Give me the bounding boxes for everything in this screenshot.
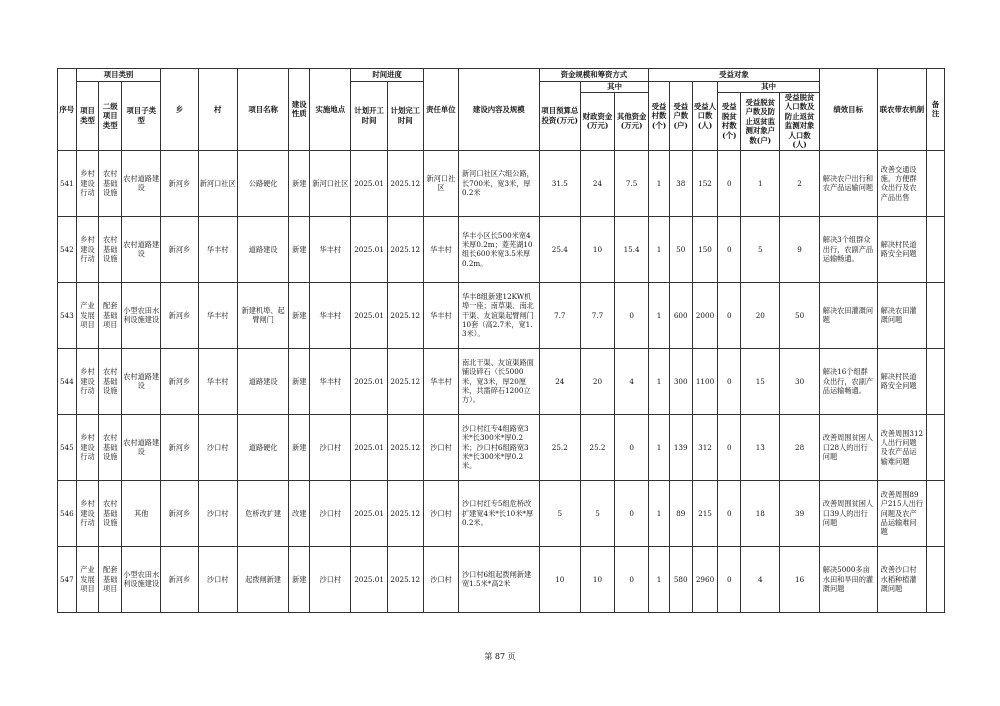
- cell-township: 新河乡: [161, 348, 198, 414]
- cell-content: 新河口社区六组公路，长700米，宽3米，厚0.2米: [458, 150, 539, 216]
- cell-poor-households: 13: [741, 414, 780, 480]
- cell-remark: [927, 348, 945, 414]
- cell-other: 4: [615, 348, 649, 414]
- cell-project-name: 危桥改扩建: [237, 480, 289, 546]
- cell-end: 2025.12: [387, 150, 423, 216]
- table-row: [58, 348, 945, 414]
- project-table: [57, 68, 945, 613]
- cell-poor-villages: 0: [718, 282, 741, 348]
- cell-nature: 新建: [289, 414, 310, 480]
- cell-performance: 解决农田灌溉问题: [819, 282, 877, 348]
- cell-performance: 解决16个组群众出行，农副产品运输畅通。: [819, 348, 877, 414]
- cell-unit: 华丰村: [423, 282, 458, 348]
- cell-performance: 解决3个组群众出行，农副产品运输畅通。: [819, 216, 877, 282]
- cell-type: 乡村建设行动: [76, 480, 99, 546]
- cell-linkage: 解决村民道路安全问题: [877, 216, 927, 282]
- header-village: 村: [198, 69, 237, 151]
- header-cat-level2: 二级项目类型: [99, 82, 122, 151]
- cell-poor-population: 2: [780, 150, 819, 216]
- cell-level2: 配套基础项目: [99, 282, 122, 348]
- cell-nature: 新建: [289, 546, 310, 612]
- cell-poor-households: 4: [741, 546, 780, 612]
- cell-village: 新河口社区: [198, 150, 237, 216]
- cell-subtype: 农村道路建设: [122, 150, 161, 216]
- table-body: [58, 150, 945, 612]
- cell-ben-households: 50: [669, 216, 692, 282]
- cell-village: 沙口村: [198, 414, 237, 480]
- cell-township: 新河乡: [161, 414, 198, 480]
- cell-village: 华丰村: [198, 216, 237, 282]
- header-ben-poor-villages: 受益脱贫村数(个): [718, 93, 741, 151]
- header-other: 其他资金(万元): [615, 93, 649, 151]
- cell-end: 2025.12: [387, 480, 423, 546]
- cell-village: 沙口村: [198, 546, 237, 612]
- cell-end: 2025.12: [387, 546, 423, 612]
- cell-end: 2025.12: [387, 216, 423, 282]
- cell-content: 沙口村红专5组危桥改扩建宽4米*长10米*厚0.2米。: [458, 480, 539, 546]
- cell-level2: 农村基础设施: [99, 348, 122, 414]
- cell-unit: 沙口村: [423, 546, 458, 612]
- cell-subtype: 农村道路建设: [122, 414, 161, 480]
- cell-other: 0: [615, 480, 649, 546]
- cell-ben-villages: 1: [649, 546, 670, 612]
- cell-type: 产业发展项目: [76, 282, 99, 348]
- cell-budget: 7.7: [539, 282, 580, 348]
- cell-seq: 545: [58, 414, 77, 480]
- cell-ben-households: 139: [669, 414, 692, 480]
- cell-village: 华丰村: [198, 282, 237, 348]
- cell-end: 2025.12: [387, 348, 423, 414]
- cell-location: 沙口村: [310, 414, 351, 480]
- cell-fiscal: 10: [580, 546, 614, 612]
- cell-project-name: 道路建设: [237, 216, 289, 282]
- cell-poor-households: 1: [741, 150, 780, 216]
- cell-location: 沙口村: [310, 480, 351, 546]
- cell-poor-population: 39: [780, 480, 819, 546]
- cell-project-name: 新建机埠、起臂闸门: [237, 282, 289, 348]
- header-seq: 序号: [58, 69, 77, 151]
- cell-start: 2025.01: [351, 216, 387, 282]
- cell-end: 2025.12: [387, 282, 423, 348]
- cell-content: 华丰小区长500米宽4米厚0.2m；菱芜湖10组长600米宽3.5米厚0.2m。: [458, 216, 539, 282]
- cell-ben-population: 215: [692, 480, 718, 546]
- cell-poor-population: 16: [780, 546, 819, 612]
- table-row: [58, 480, 945, 546]
- cell-start: 2025.01: [351, 348, 387, 414]
- cell-project-name: 道路建设: [237, 348, 289, 414]
- cell-location: 沙口村: [310, 546, 351, 612]
- cell-location: 新河口社区: [310, 150, 351, 216]
- cell-subtype: 农村道路建设: [122, 348, 161, 414]
- cell-poor-households: 20: [741, 282, 780, 348]
- cell-performance: 解决农户出行和农产品运输问题: [819, 150, 877, 216]
- header-cat-sub: 项目子类型: [122, 82, 161, 151]
- cell-poor-villages: 0: [718, 480, 741, 546]
- header-category-group: 项目类别: [76, 69, 161, 82]
- cell-level2: 农村基础设施: [99, 216, 122, 282]
- header-ben-villages: 受益村数(个): [649, 82, 670, 151]
- cell-performance: 改善周围贫困人口39人的出行问题: [819, 480, 877, 546]
- cell-project-name: 公路硬化: [237, 150, 289, 216]
- cell-other: 0: [615, 546, 649, 612]
- table-row: [58, 546, 945, 612]
- cell-linkage: 改善交通设施，方便群众出行及农产品出售: [877, 150, 927, 216]
- cell-remark: [927, 150, 945, 216]
- cell-ben-villages: 1: [649, 216, 670, 282]
- header-schedule-group: 时间进度: [351, 69, 423, 82]
- cell-fiscal: 24: [580, 150, 614, 216]
- header-linkage: 联农带农机制: [877, 69, 927, 151]
- header-content: 建设内容及规模: [458, 69, 539, 151]
- cell-unit: 沙口村: [423, 480, 458, 546]
- cell-type: 乡村建设行动: [76, 150, 99, 216]
- cell-remark: [927, 216, 945, 282]
- cell-remark: [927, 282, 945, 348]
- header-ben-population: 受益人口数(人): [692, 82, 718, 151]
- cell-poor-population: 50: [780, 282, 819, 348]
- cell-township: 新河乡: [161, 282, 198, 348]
- cell-type: 乡村建设行动: [76, 348, 99, 414]
- cell-subtype: 农村道路建设: [122, 216, 161, 282]
- cell-nature: 新建: [289, 348, 310, 414]
- cell-ben-villages: 1: [649, 414, 670, 480]
- header-performance: 绩效目标: [819, 69, 877, 151]
- header-remark: 备注: [927, 69, 945, 151]
- table-row: [58, 414, 945, 480]
- cell-ben-population: 152: [692, 150, 718, 216]
- header-cat-type: 项目类型: [76, 82, 99, 151]
- cell-type: 乡村建设行动: [76, 216, 99, 282]
- header-of-which: 其中: [580, 82, 648, 93]
- cell-subtype: 小型农田水利设施建设: [122, 546, 161, 612]
- cell-poor-villages: 0: [718, 216, 741, 282]
- cell-ben-households: 300: [669, 348, 692, 414]
- cell-project-name: 道路硬化: [237, 414, 289, 480]
- header-beneficiary-group: 受益对象: [649, 69, 820, 82]
- header-end: 计划完工时间: [387, 82, 423, 151]
- cell-ben-households: 38: [669, 150, 692, 216]
- cell-township: 新河乡: [161, 150, 198, 216]
- page-number: 第 87 页: [484, 652, 516, 661]
- cell-performance: 解决5000多亩水田和旱田的灌溉问题: [819, 546, 877, 612]
- cell-content: 南北干渠、友谊渠路面铺设碎石（长5000米，宽3米，厚20厘米，共需碎石1200立方）。: [458, 348, 539, 414]
- cell-location: 华丰村: [310, 348, 351, 414]
- header-project-name: 项目名称: [237, 69, 289, 151]
- cell-poor-population: 30: [780, 348, 819, 414]
- cell-budget: 31.5: [539, 150, 580, 216]
- cell-poor-villages: 0: [718, 150, 741, 216]
- cell-start: 2025.01: [351, 150, 387, 216]
- cell-village: 华丰村: [198, 348, 237, 414]
- cell-ben-villages: 1: [649, 348, 670, 414]
- cell-project-name: 起拨闸新建: [237, 546, 289, 612]
- cell-remark: [927, 546, 945, 612]
- cell-poor-villages: 0: [718, 546, 741, 612]
- cell-nature: 新建: [289, 282, 310, 348]
- cell-unit: 新河口社区: [423, 150, 458, 216]
- cell-linkage: 改善周围89户215人出行问题及农产品运输难问题: [877, 480, 927, 546]
- cell-nature: 新建: [289, 216, 310, 282]
- table-row: [58, 216, 945, 282]
- cell-fiscal: 25.2: [580, 414, 614, 480]
- header-start: 计划开工时间: [351, 82, 387, 151]
- cell-seq: 543: [58, 282, 77, 348]
- cell-village: 沙口村: [198, 480, 237, 546]
- cell-ben-households: 89: [669, 480, 692, 546]
- cell-poor-population: 28: [780, 414, 819, 480]
- cell-poor-households: 18: [741, 480, 780, 546]
- cell-unit: 华丰村: [423, 348, 458, 414]
- cell-ben-households: 580: [669, 546, 692, 612]
- cell-ben-population: 150: [692, 216, 718, 282]
- cell-township: 新河乡: [161, 480, 198, 546]
- cell-content: 华丰8组新建12KW机埠一座；南草渠、南北干渠、友谊渠起臂闸门10套（高2.7米，宽1.3米）。: [458, 282, 539, 348]
- header-ben-poor-population: 受益脱贫人口数及防止返贫监测对象人口数(人): [780, 93, 819, 151]
- cell-fiscal: 10: [580, 216, 614, 282]
- cell-start: 2025.01: [351, 546, 387, 612]
- header-ben-poor-households: 受益脱贫户数及防止返贫监测对象户数(户): [741, 93, 780, 151]
- cell-level2: 配套基础项目: [99, 546, 122, 612]
- cell-level2: 农村基础设施: [99, 150, 122, 216]
- cell-unit: 沙口村: [423, 414, 458, 480]
- cell-ben-villages: 1: [649, 480, 670, 546]
- cell-other: 7.5: [615, 150, 649, 216]
- cell-subtype: 小型农田水利设施建设: [122, 282, 161, 348]
- cell-other: 15.4: [615, 216, 649, 282]
- cell-start: 2025.01: [351, 282, 387, 348]
- header-fiscal: 财政资金(万元): [580, 93, 614, 151]
- header-location: 实施地点: [310, 69, 351, 151]
- cell-nature: 新建: [289, 150, 310, 216]
- cell-budget: 5: [539, 480, 580, 546]
- cell-location: 华丰村: [310, 282, 351, 348]
- cell-seq: 546: [58, 480, 77, 546]
- cell-seq: 542: [58, 216, 77, 282]
- cell-ben-population: 1100: [692, 348, 718, 414]
- cell-linkage: 改善沙口村水稻种植灌溉问题: [877, 546, 927, 612]
- cell-content: 沙口村6组起拨闸新建宽1.5米*高2米: [458, 546, 539, 612]
- cell-poor-households: 15: [741, 348, 780, 414]
- cell-poor-villages: 0: [718, 414, 741, 480]
- cell-budget: 25.2: [539, 414, 580, 480]
- cell-budget: 10: [539, 546, 580, 612]
- cell-budget: 24: [539, 348, 580, 414]
- table-row: [58, 282, 945, 348]
- header-unit: 责任单位: [423, 69, 458, 151]
- cell-start: 2025.01: [351, 414, 387, 480]
- cell-township: 新河乡: [161, 546, 198, 612]
- cell-ben-population: 312: [692, 414, 718, 480]
- header-fund-group: 资金规模和筹资方式: [539, 69, 649, 82]
- cell-poor-households: 5: [741, 216, 780, 282]
- cell-level2: 农村基础设施: [99, 414, 122, 480]
- cell-ben-villages: 1: [649, 150, 670, 216]
- cell-poor-population: 9: [780, 216, 819, 282]
- cell-performance: 改善周围贫困人口28人的出行问题: [819, 414, 877, 480]
- header-township: 乡: [161, 69, 198, 151]
- cell-other: 0: [615, 282, 649, 348]
- cell-linkage: 解决农田灌溉问题: [877, 282, 927, 348]
- cell-fiscal: 5: [580, 480, 614, 546]
- cell-other: 0: [615, 414, 649, 480]
- cell-type: 乡村建设行动: [76, 414, 99, 480]
- cell-unit: 华丰村: [423, 216, 458, 282]
- table-row: [58, 150, 945, 216]
- cell-fiscal: 7.7: [580, 282, 614, 348]
- cell-ben-population: 2960: [692, 546, 718, 612]
- header-ben-of-which: 其中: [718, 82, 819, 93]
- cell-end: 2025.12: [387, 414, 423, 480]
- cell-remark: [927, 480, 945, 546]
- cell-start: 2025.01: [351, 480, 387, 546]
- cell-linkage: 改善周围312人出行问题及农产品运输难问题: [877, 414, 927, 480]
- cell-location: 华丰村: [310, 216, 351, 282]
- header-nature: 建设性质: [289, 69, 310, 151]
- cell-township: 新河乡: [161, 216, 198, 282]
- cell-remark: [927, 414, 945, 480]
- cell-ben-households: 600: [669, 282, 692, 348]
- header-budget: 项目预算总投资(万元): [539, 82, 580, 151]
- header-ben-households: 受益户数(户): [669, 82, 692, 151]
- cell-fiscal: 20: [580, 348, 614, 414]
- cell-ben-villages: 1: [649, 282, 670, 348]
- cell-subtype: 其他: [122, 480, 161, 546]
- cell-poor-villages: 0: [718, 348, 741, 414]
- cell-seq: 544: [58, 348, 77, 414]
- cell-type: 产业发展项目: [76, 546, 99, 612]
- cell-level2: 农村基础设施: [99, 480, 122, 546]
- cell-linkage: 解决村民道路安全问题: [877, 348, 927, 414]
- cell-content: 沙口村红专4组路宽3米*长300米*厚0.2米；沙口村6组路宽3米*长300米*厚0.2米。: [458, 414, 539, 480]
- cell-seq: 547: [58, 546, 77, 612]
- cell-seq: 541: [58, 150, 77, 216]
- cell-budget: 25.4: [539, 216, 580, 282]
- cell-nature: 改建: [289, 480, 310, 546]
- cell-ben-population: 2000: [692, 282, 718, 348]
